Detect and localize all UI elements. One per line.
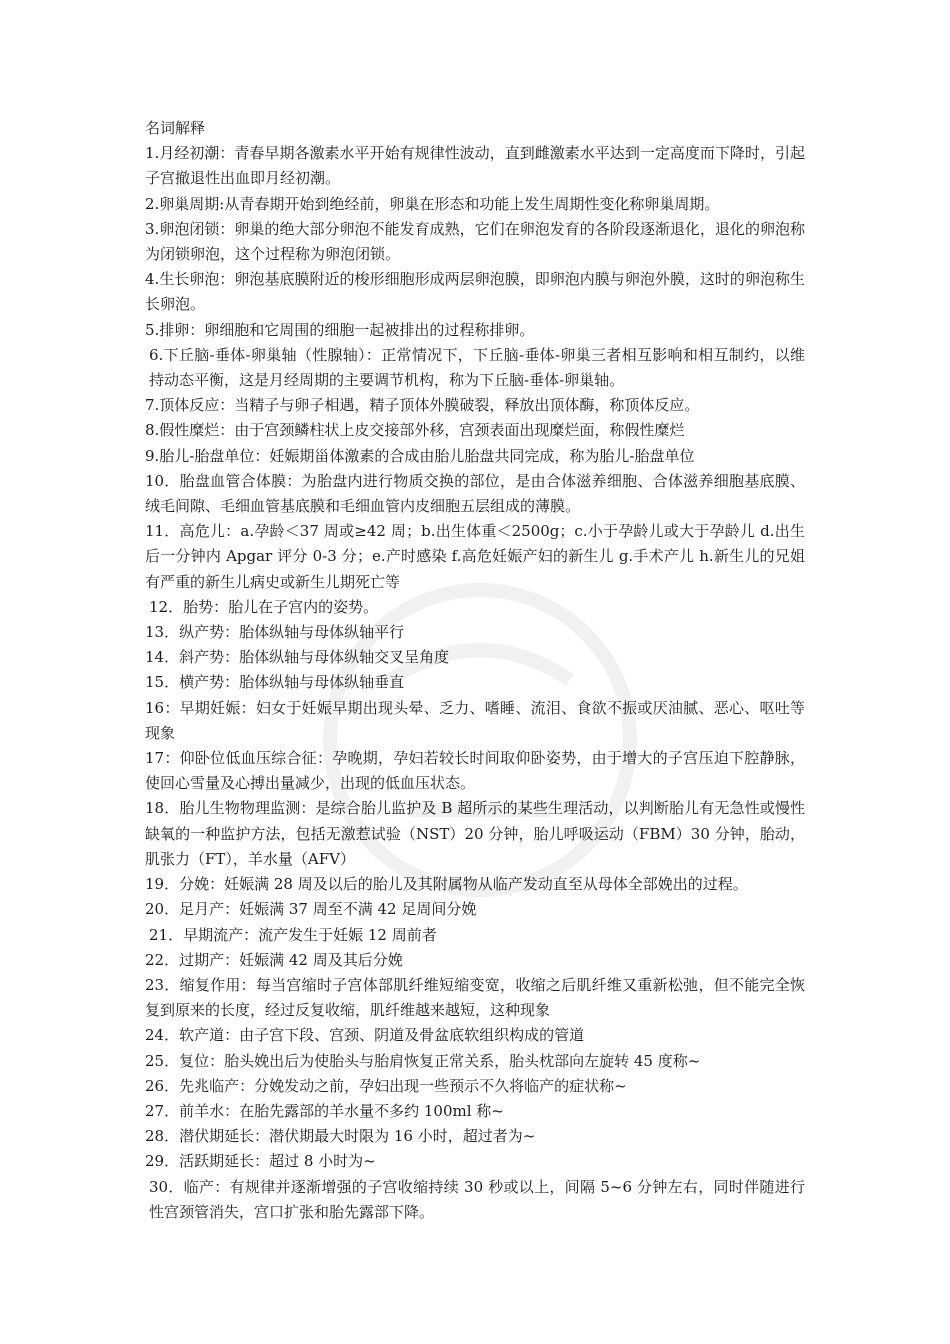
entry-17: 17：仰卧位低血压综合征：孕晚期，孕妇若较长时间取仰卧姿势，由于增大的子宫压迫下腔静脉，使回心雪量及心搏出量减少，出现的低血压状态。 (145, 749, 805, 793)
entry-6: 6.下丘脑-垂体-卵巢轴（性腺轴）：正常情况下，下丘脑-垂体-卵巢三者相互影响和相互制约，以维持动态平衡，这是月经周期的主要调节机构，称为下丘脑-垂体-卵巢轴。 (149, 345, 805, 390)
entry-28: 28．潜伏期延长：潜伏期最大时限为 16 小时，超过者为~ (145, 1127, 536, 1146)
entry-19: 19．分娩：妊娠满 28 周及以后的胎儿及其附属物从临产发动直至从母体全部娩出的过程。 (145, 875, 748, 894)
entry-25: 25．复位：胎头娩出后为使胎头与胎肩恢复正常关系，胎头枕部向左旋转 45 度称~ (145, 1051, 701, 1070)
entry-7: 7.顶体反应：当精子与卵子相遇，精子顶体外膜破裂，释放出顶体酶，称顶体反应。 (145, 396, 700, 415)
entry-23: 23．缩复作用：每当宫缩时子宫体部肌纤维短缩变宽，收缩之后肌纤维又重新松弛，但不能完全恢复到原来的长度，经过反复收缩，肌纤维越来越短，这种现象 (145, 975, 805, 1020)
entry-18: 18．胎儿生物物理监测：是综合胎儿监护及 B 超所示的某些生理活动，以判断胎儿有无急性或慢性缺氧的一种监护方法，包括无激惹试验（NST）20 分钟，胎儿呼吸运动（FBM）30 分钟，胎动，肌张力（FT），羊水量（AFV） (145, 799, 805, 868)
entry-29: 29．活跃期延长：超过 8 小时为~ (145, 1152, 376, 1171)
entry-24: 24．软产道：由子宫下段、宫颈、阴道及骨盆底软组织构成的管道 (145, 1026, 585, 1045)
entry-5: 5.排卵：卵细胞和它周围的细胞一起被排出的过程称排卵。 (145, 320, 535, 339)
entry-21: 21．早期流产：流产发生于妊娠 12 周前者 (149, 925, 437, 944)
entry-11: 11．高危儿：a.孕龄＜37 周或≥42 周；b.出生体重＜2500g；c.小于孕龄儿或大于孕龄儿 d.出生后一分钟内 Apgar 评分 0-3 分；e.产时感染 f.高危妊娠产妇的新生儿 g.手术产儿 h.新生儿的兄姐有严重的新生儿病史或新生儿期死亡等 (145, 522, 805, 591)
entry-12: 12．胎势：胎儿在子宫内的姿势。 (149, 597, 379, 616)
document-heading: 名词解释 (145, 119, 206, 137)
entry-20: 20．足月产：妊娠满 37 周至不满 42 足周间分娩 (145, 900, 477, 919)
entry-22: 22．过期产：妊娠满 42 周及其后分娩 (145, 950, 403, 969)
entry-2: 2.卵巢周期:从青春期开始到绝经前，卵巢在形态和功能上发生周期性变化称卵巢周期。 (145, 194, 720, 213)
entry-8: 8.假性糜烂：由于宫颈鳞柱状上皮交接部外移，宫颈表面出现糜烂面，称假性糜烂 (145, 421, 685, 440)
entry-15: 15．横产势：胎体纵轴与母体纵轴垂直 (145, 673, 405, 692)
entry-4: 4.生长卵泡：卵泡基底膜附近的梭形细胞形成两层卵泡膜，即卵泡内膜与卵泡外膜，这时的卵泡称生长卵泡。 (145, 270, 805, 314)
entry-14: 14．斜产势：胎体纵轴与母体纵轴交叉呈角度 (145, 648, 450, 667)
document-page (145, 116, 805, 1225)
entry-30: 30．临产：有规律并逐渐增强的子宫收缩持续 30 秒或以上，间隔 5~6 分钟左右，同时伴随进行性宫颈管消失，宫口扩张和胎先露部下降。 (149, 1177, 805, 1221)
entry-1: 1.月经初潮：青春早期各激素水平开始有规律性波动，直到雌激素水平达到一定高度而下降时，引起子宫撤退性出血即月经初潮。 (145, 144, 805, 188)
entry-3: 3.卵泡闭锁：卵巢的绝大部分卵泡不能发育成熟，它们在卵泡发育的各阶段逐渐退化，退化的卵泡称为闭锁卵泡，这个过程称为卵泡闭锁。 (145, 219, 805, 264)
entry-26: 26．先兆临产：分娩发动之前，孕妇出现一些预示不久将临产的症状称~ (145, 1076, 627, 1095)
entry-27: 27．前羊水：在胎先露部的羊水量不多约 100ml 称~ (145, 1101, 504, 1120)
entry-16: 16：早期妊娠：妇女于妊娠早期出现头晕、乏力、嗜睡、流泪、食欲不振或厌油腻、恶心、呕吐等现象 (145, 698, 805, 742)
entry-10: 10．胎盘血管合体膜：为胎盘内进行物质交换的部位，是由合体滋养细胞、合体滋养细胞基底膜、绒毛间隙、毛细血管基底膜和毛细血管内皮细胞五层组成的薄膜。 (145, 471, 805, 516)
entry-9: 9.胎儿-胎盘单位：妊娠期甾体激素的合成由胎儿胎盘共同完成，称为胎儿-胎盘单位 (145, 446, 695, 465)
entry-13: 13．纵产势：胎体纵轴与母体纵轴平行 (145, 623, 405, 642)
